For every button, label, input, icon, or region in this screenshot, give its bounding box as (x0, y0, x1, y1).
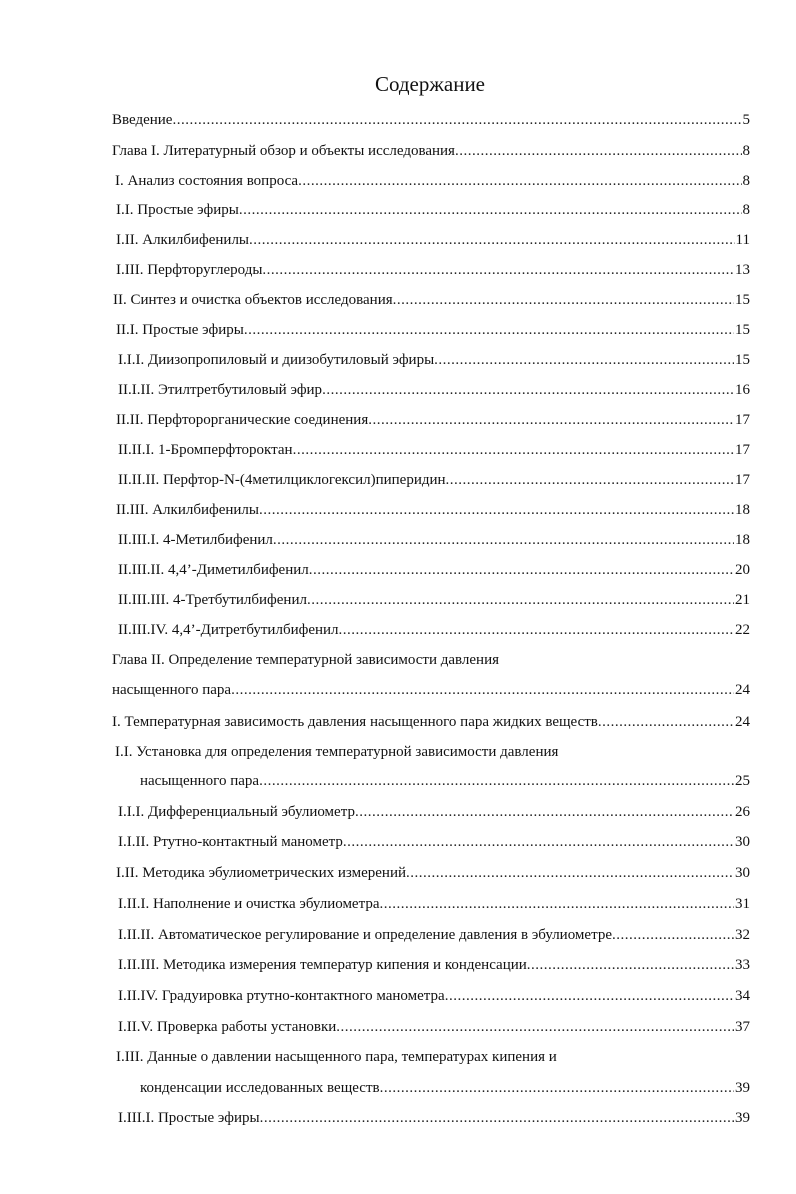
toc-entry-label: насыщенного пара (112, 682, 232, 698)
page-title: Содержание (374, 72, 486, 96)
toc-entry-page: 8 (742, 173, 750, 189)
toc-entry-page: 31 (735, 896, 750, 912)
toc-entry (118, 831, 750, 853)
toc-entry (113, 289, 750, 311)
leader-dots (259, 499, 734, 521)
toc-entry-page: 39 (735, 1110, 750, 1126)
toc-entry-label: Глава II. Определение температурной зависимости давления (112, 652, 500, 668)
toc-entry-page: 39 (735, 1080, 750, 1096)
toc-entry-label: I.II.III. Методика измерения температур кипения и конденсации (118, 957, 527, 973)
toc-entry (118, 529, 750, 551)
toc-entry-label: конденсации исследованных веществ (140, 1080, 380, 1096)
leader-dots (339, 619, 734, 641)
toc-entry (116, 499, 750, 521)
toc-entry-label: I.II.I. Наполнение и очистка эбулиометра (118, 896, 380, 912)
toc-entry-label: Глава I. Литературный обзор и объекты исследования (112, 143, 455, 159)
leader-dots (262, 259, 734, 281)
leader-dots (239, 199, 742, 221)
leader-dots (336, 1016, 734, 1038)
toc-entry-label: II.III.II. 4,4’-Диметилбифенил (118, 562, 309, 578)
toc-entry (115, 170, 750, 192)
toc-entry-page: 37 (735, 1019, 750, 1035)
leader-dots (273, 529, 734, 551)
toc-entry-page: 11 (735, 232, 750, 248)
toc-entry-label: I.I. Простые эфиры (116, 202, 239, 218)
leader-dots (309, 559, 734, 581)
leader-dots (380, 893, 735, 915)
toc-entry (118, 349, 750, 371)
toc-entry-label: II.II.I. 1-Бромперфтороктан (118, 442, 293, 458)
toc-entry-label: I.I. Установка для определения температурной зависимости давления (115, 744, 559, 760)
toc-entry-page: 13 (735, 262, 750, 278)
toc-entry (118, 619, 750, 641)
toc-entry-page: 15 (735, 352, 750, 368)
leader-dots (393, 289, 734, 311)
toc-entry (140, 1077, 750, 1099)
toc-entry (118, 1016, 750, 1038)
toc-entry (118, 589, 750, 611)
leader-dots (406, 862, 734, 884)
leader-dots (244, 319, 734, 341)
leader-dots (307, 589, 734, 611)
toc-entry-label: I.II.IV. Градуировка ртутно-контактного манометра (118, 988, 445, 1004)
toc-entry-label: I. Температурная зависимость давления насыщенного пара жидких веществ (112, 714, 598, 730)
leader-dots (322, 379, 734, 401)
toc-entry-label: II.III.IV. 4,4’-Дитретбутилбифенил (118, 622, 339, 638)
toc-entry (118, 559, 750, 581)
toc-entry-label: II.I. Простые эфиры (116, 322, 244, 338)
leader-dots (446, 469, 734, 491)
toc-entry-label: I.I.I. Дифференциальный эбулиометр (118, 804, 355, 820)
toc-entry (118, 439, 750, 461)
toc-entry-page: 16 (735, 382, 750, 398)
toc-entry-page: 32 (735, 927, 750, 943)
leader-dots (249, 229, 735, 251)
leader-dots (259, 770, 734, 792)
toc-entry-label: I.III. Перфторуглероды (116, 262, 263, 278)
toc-entry-page: 21 (735, 592, 750, 608)
toc-entry-page: 18 (735, 502, 750, 518)
leader-dots (612, 924, 734, 946)
toc-entry-label: насыщенного пара (140, 773, 260, 789)
toc-entry-label: I.II. Методика эбулиометрических измерений (116, 865, 406, 881)
toc-entry (116, 229, 750, 251)
toc-entry-page: 33 (735, 957, 750, 973)
toc-entry (112, 140, 750, 162)
leader-dots (455, 140, 742, 162)
toc-entry-page: 17 (735, 472, 750, 488)
toc-entry-label: I.III. Данные о давлении насыщенного пара, температурах кипения и (116, 1049, 557, 1065)
toc-entry-page: 17 (735, 442, 750, 458)
toc-entry-label: I.II.II. Автоматическое регулирование и определение давления в эбулиометре (118, 927, 612, 943)
toc-entry-label: I.II. Алкилбифенилы (116, 232, 250, 248)
toc-entry (116, 409, 750, 431)
toc-entry-label: I.II.V. Проверка работы установки (118, 1019, 337, 1035)
toc-entry (116, 199, 750, 221)
toc-entry-page: 15 (735, 322, 750, 338)
toc-entry-page: 18 (735, 532, 750, 548)
leader-dots (527, 954, 734, 976)
toc-entry-label: II.II. Перфторорганические соединения (116, 412, 369, 428)
toc-entry-label: II.III.III. 4-Третбутилбифенил (118, 592, 307, 608)
toc-entry-page: 24 (735, 714, 750, 730)
toc-entry-page: 22 (735, 622, 750, 638)
toc-entry-page: 34 (735, 988, 750, 1004)
toc-entry (112, 679, 750, 701)
toc-entry (118, 954, 750, 976)
toc-entry-page: 30 (735, 834, 750, 850)
toc-entry-label: II.II.II. Перфтор-N-(4метилциклогексил)пиперидин (118, 472, 446, 488)
toc-entry-label: I.I.I. Диизопропиловый и диизобутиловый эфиры (118, 352, 435, 368)
leader-dots (598, 711, 734, 733)
toc-entry-page: 26 (735, 804, 750, 820)
leader-dots (293, 439, 734, 461)
toc-entry-label: II.I.II. Этилтретбутиловый эфир (118, 382, 323, 398)
toc-entry (118, 801, 750, 823)
toc-entry (116, 319, 750, 341)
toc-entry (112, 109, 750, 131)
leader-dots (368, 409, 734, 431)
toc-entry-page: 30 (735, 865, 750, 881)
leader-dots (343, 831, 734, 853)
leader-dots (355, 801, 734, 823)
toc-entry-label: Введение (112, 112, 173, 128)
toc-entry-label: I.I.II. Ртутно-контактный манометр (118, 834, 343, 850)
leader-dots (434, 349, 734, 371)
toc-entry-page: 15 (735, 292, 750, 308)
toc-entry (118, 469, 750, 491)
toc-entry-label: II.III.I. 4-Метилбифенил (118, 532, 273, 548)
toc-entry (118, 1107, 750, 1129)
toc-entry-label: I. Анализ состояния вопроса (115, 173, 299, 189)
toc-entry (118, 893, 750, 915)
leader-dots (298, 170, 741, 192)
leader-dots (445, 985, 734, 1007)
toc-entry (118, 379, 750, 401)
toc-entry-label: II.III. Алкилбифенилы (116, 502, 259, 518)
toc-entry-page: 8 (742, 143, 750, 159)
leader-dots (231, 679, 734, 701)
leader-dots (172, 109, 741, 131)
toc-entry (118, 985, 750, 1007)
toc-entry-page: 20 (735, 562, 750, 578)
toc-entry-label: I.III.I. Простые эфиры (118, 1110, 260, 1126)
leader-dots (260, 1107, 734, 1129)
toc-entry (112, 711, 750, 733)
toc-entry (116, 862, 750, 884)
toc-entry-page: 25 (735, 773, 750, 789)
toc-entry-page: 8 (742, 202, 750, 218)
leader-dots (380, 1077, 734, 1099)
toc-entry-label: II. Синтез и очистка объектов исследования (113, 292, 393, 308)
toc-entry-page: 24 (735, 682, 750, 698)
toc-entry-page: 5 (742, 112, 750, 128)
toc-entry-page: 17 (735, 412, 750, 428)
toc-entry (116, 259, 750, 281)
toc-entry (140, 770, 750, 792)
toc-entry (118, 924, 750, 946)
